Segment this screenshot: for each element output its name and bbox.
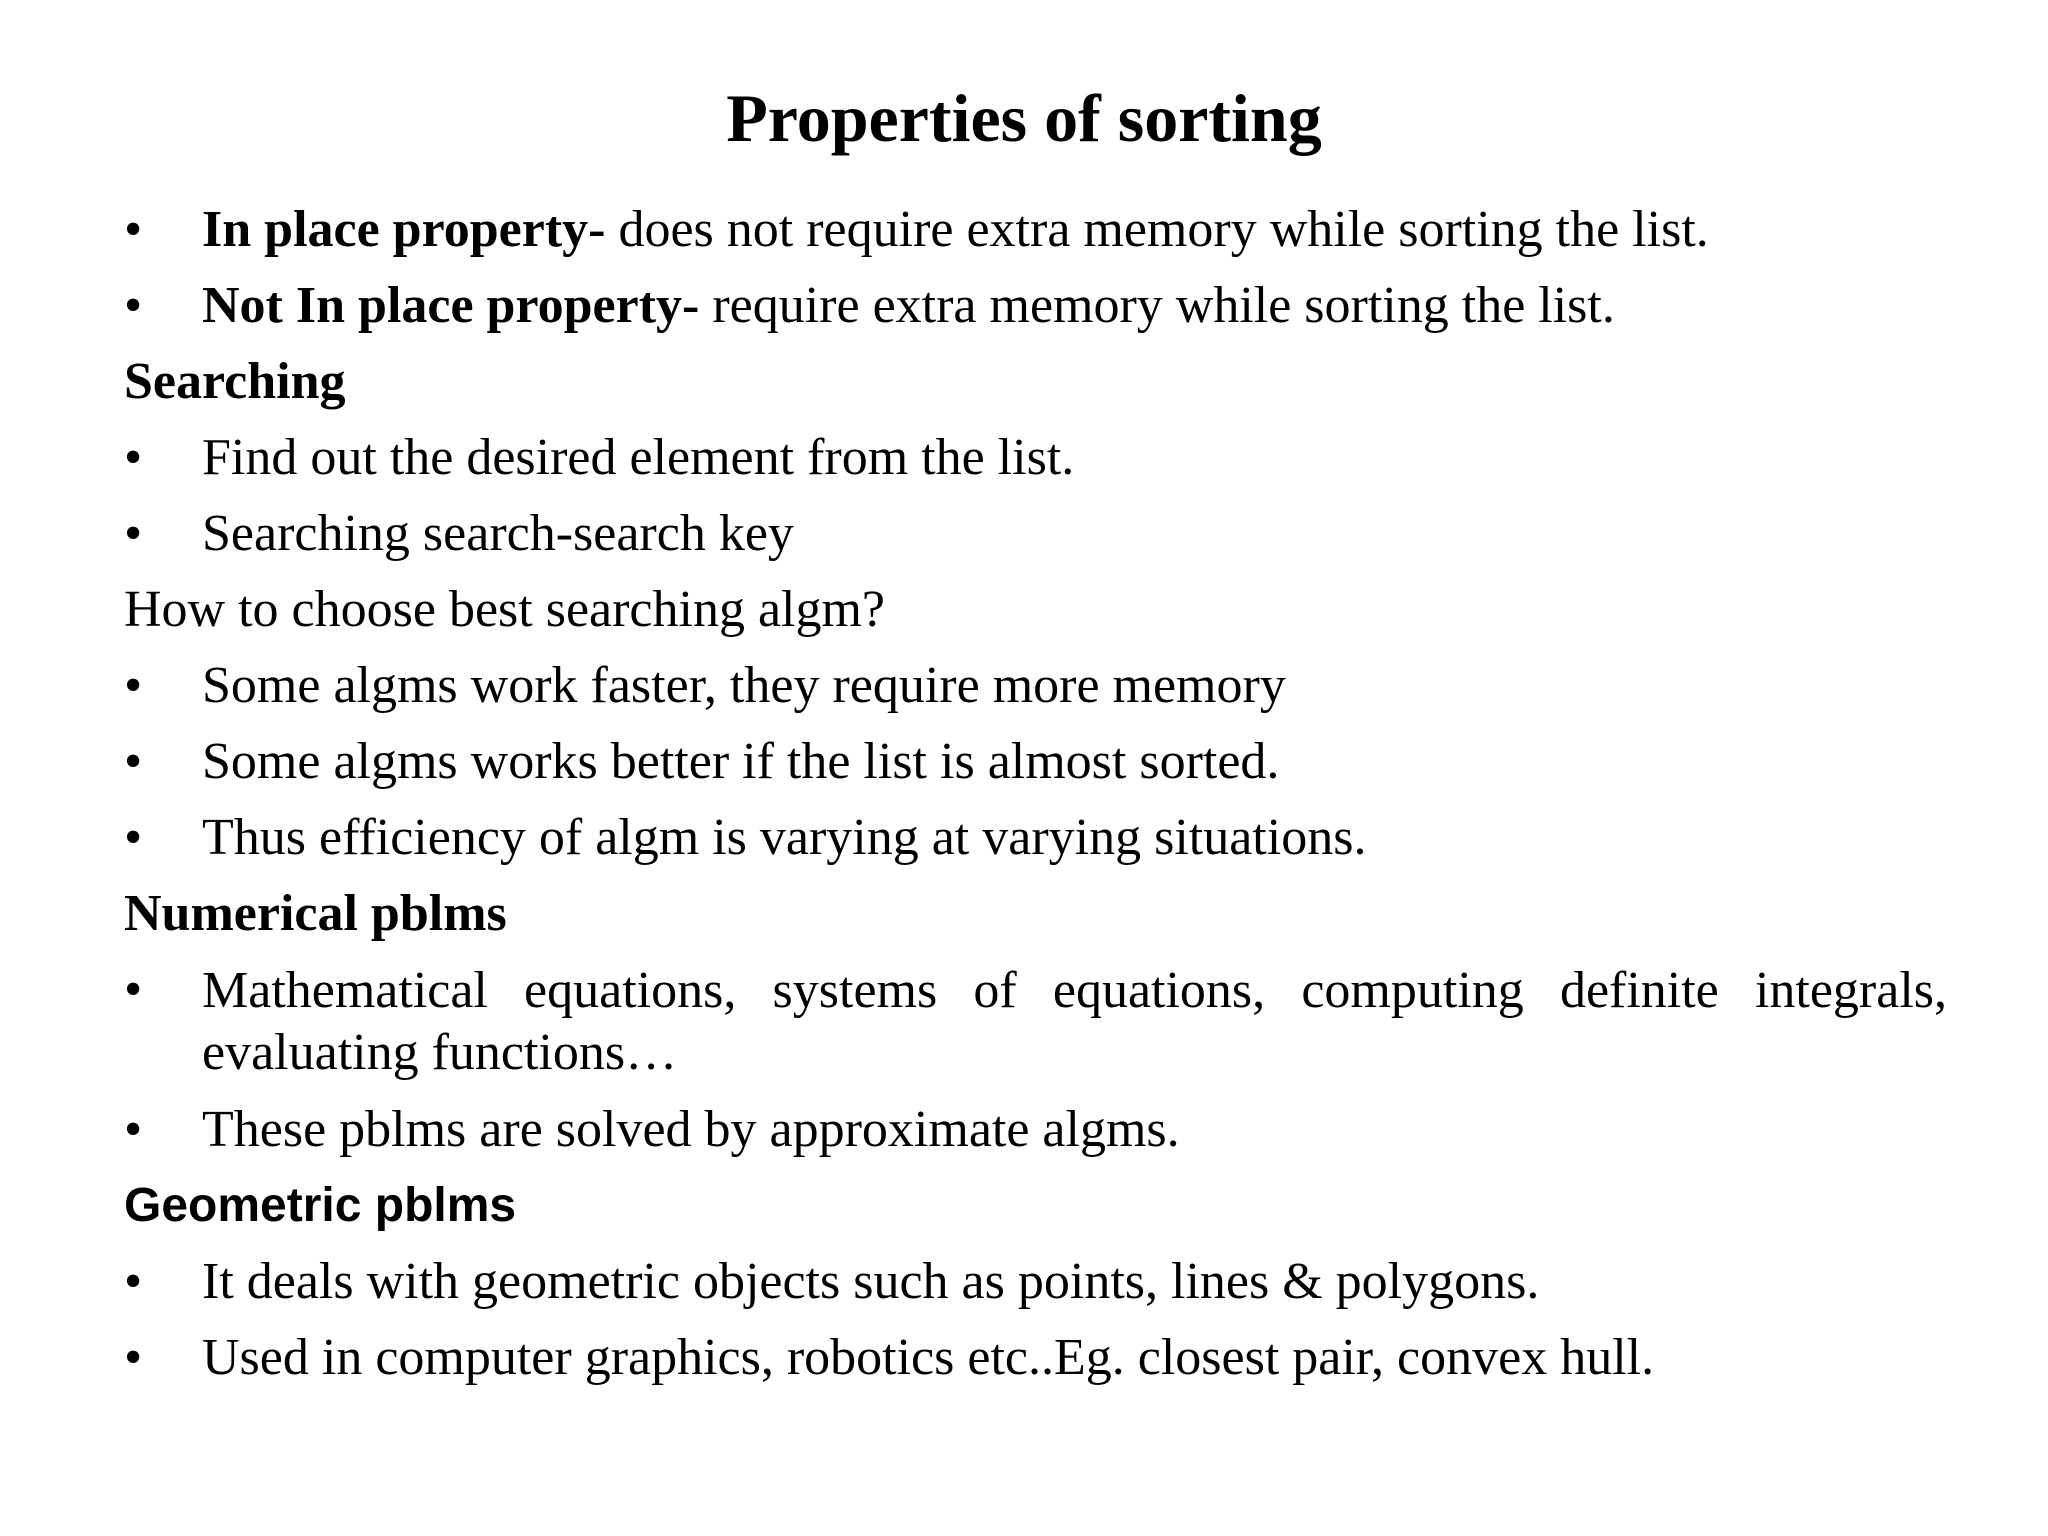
in-place-text: does not require extra memory while sorting the list.: [605, 201, 1709, 258]
geometric-item: It deals with geometric objects such as points, lines & polygons.: [202, 1253, 1540, 1310]
in-place-item: [202, 200, 1709, 260]
bullet-icon: •: [124, 429, 143, 486]
numerical-heading: Numerical pblms: [124, 885, 507, 942]
numerical-item: These pblms are solved by approximate algms.: [202, 1101, 1180, 1158]
in-place-term: In place property-: [202, 201, 606, 258]
bullet-icon: •: [124, 657, 143, 714]
question-item: Some algms works better if the list is almost sorted.: [202, 733, 1280, 790]
not-in-place-text: require extra memory while sorting the list.: [699, 277, 1615, 334]
searching-item: Searching search-search key: [202, 505, 794, 562]
searching-item: Find out the desired element from the list.: [202, 429, 1075, 486]
bullet-icon: •: [124, 961, 143, 1018]
bullet-icon: •: [124, 809, 143, 866]
numerical-item: Mathematical equations, systems of equations, computing definite integrals, evaluating functions…: [202, 962, 1947, 1081]
not-in-place-item: [202, 276, 1615, 336]
bullet-icon: •: [124, 277, 143, 334]
bullet-icon: •: [124, 733, 143, 790]
bullet-icon: •: [124, 505, 143, 562]
bullet-icon: •: [124, 1101, 143, 1158]
slide-title: Properties of sorting: [726, 80, 1322, 156]
question-item: Thus efficiency of algm is varying at varying situations.: [202, 809, 1367, 866]
geometric-item: Used in computer graphics, robotics etc..Eg. closest pair, convex hull.: [202, 1329, 1655, 1386]
bullet-icon: •: [124, 1253, 143, 1310]
geometric-heading: Geometric pblms: [124, 1179, 517, 1232]
searching-question: How to choose best searching algm?: [124, 581, 886, 638]
question-item: Some algms work faster, they require more memory: [202, 657, 1286, 714]
bullet-icon: •: [124, 1329, 143, 1386]
searching-heading: Searching: [124, 353, 346, 410]
bullet-icon: •: [124, 201, 143, 258]
not-in-place-term: Not In place property-: [202, 277, 700, 334]
